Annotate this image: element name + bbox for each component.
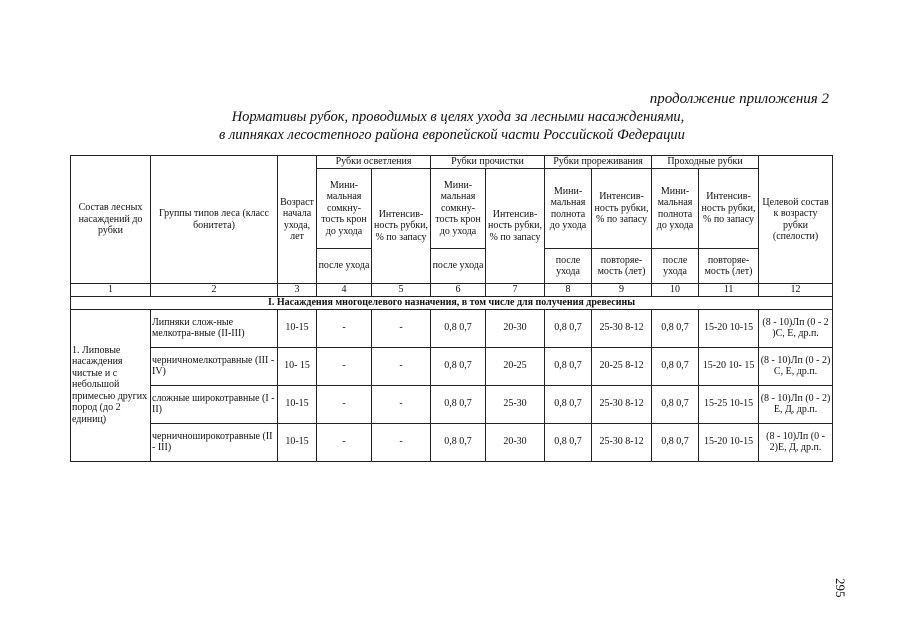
data-cell: 0,8 0,7 <box>652 385 699 423</box>
header-after-care: после ухода <box>431 249 486 284</box>
header-intensity: Интенсив-ность рубки, % по запасу <box>592 169 652 249</box>
header-min-crown: Мини-мальная сомкну-тость крон до ухода <box>317 169 372 249</box>
data-cell: 0,8 0,7 <box>431 423 486 461</box>
col-number: 11 <box>699 284 759 297</box>
data-cell: - <box>317 309 372 347</box>
header-intensity: Интенсив-ность рубки, % по запасу <box>486 169 545 284</box>
document-title-line-1: Нормативы рубок, проводимых в целях ухода за лесными насаждениями, <box>231 109 685 125</box>
data-cell: 0,8 0,7 <box>652 309 699 347</box>
data-cell: - <box>372 385 431 423</box>
data-cell: 25-30 8-12 <box>592 423 652 461</box>
data-cell: 25-30 8-12 <box>592 309 652 347</box>
data-cell: 0,8 0,7 <box>652 423 699 461</box>
header-target: Целевой состав к возрасту рубки (спелости) <box>759 156 833 284</box>
header-forest-groups: Группы типов леса (класс бонитета) <box>151 156 278 284</box>
col-number: 9 <box>592 284 652 297</box>
data-cell: 0,8 0,7 <box>652 347 699 385</box>
data-cell: 15-20 10- 15 <box>699 347 759 385</box>
data-cell: 15-20 10-15 <box>699 309 759 347</box>
data-cell: - <box>317 423 372 461</box>
data-cell: - <box>317 385 372 423</box>
header-intensity: Интенсив-ность рубки, % по запасу <box>372 169 431 284</box>
appendix-note: продолжение приложения 2 <box>649 91 829 107</box>
header-lightening: Рубки осветления <box>317 156 431 169</box>
target-cell: (8 - 10)Лп (0 - 2)Е, Д, др.п. <box>759 423 833 461</box>
col-number: 6 <box>431 284 486 297</box>
target-cell: (8 - 10)Лп (0 - 2) С, Е, др.п. <box>759 347 833 385</box>
header-thinning: Рубки прореживания <box>545 156 652 169</box>
document-title-line-2: в липняках лесостепного района европейской части Российской Федерации <box>219 127 685 143</box>
header-after-care: после ухода <box>317 249 372 284</box>
header-after-care: после ухода <box>545 249 592 284</box>
header-min-density: Мини-мальная полнота до ухода <box>545 169 592 249</box>
forest-group-cell: Липняки слож-ные мелкотра-вные (II-III) <box>151 309 278 347</box>
header-intensity: Интенсив-ность рубки, % по запасу <box>699 169 759 249</box>
norms-table <box>70 155 833 462</box>
header-min-crown: Мини-мальная сомкну-тость крон до ухода <box>431 169 486 249</box>
data-cell: - <box>317 347 372 385</box>
data-cell: 25-30 <box>486 385 545 423</box>
data-cell: - <box>372 309 431 347</box>
data-cell: 0,8 0,7 <box>545 385 592 423</box>
col-number: 10 <box>652 284 699 297</box>
age-cell: 10-15 <box>278 309 317 347</box>
header-age: Возраст начала ухода, лет <box>278 156 317 284</box>
col-number: 7 <box>486 284 545 297</box>
header-after-care: после ухода <box>652 249 699 284</box>
header-min-density: Мини-мальная полнота до ухода <box>652 169 699 249</box>
col-number: 12 <box>759 284 833 297</box>
data-cell: - <box>372 347 431 385</box>
col-number: 4 <box>317 284 372 297</box>
col-number: 2 <box>151 284 278 297</box>
data-cell: 0,8 0,7 <box>545 423 592 461</box>
forest-group-cell: черничноширокотравные (II - III) <box>151 423 278 461</box>
page-number: 295 <box>833 578 848 598</box>
data-cell: 20-30 <box>486 423 545 461</box>
target-cell: (8 - 10)Лп (0 - 2) Е, Д, др.п. <box>759 385 833 423</box>
col-number: 8 <box>545 284 592 297</box>
data-cell: 15-25 10-15 <box>699 385 759 423</box>
target-cell: (8 - 10)Лп (0 - 2 )С, Е, др.п. <box>759 309 833 347</box>
header-cleaning: Рубки прочистки <box>431 156 545 169</box>
age-cell: 10-15 <box>278 385 317 423</box>
forest-group-cell: черничномелкотравные (III - IV) <box>151 347 278 385</box>
section-title: I. Насаждения многоцелевого назначения, в том числе для получения древесины <box>71 296 833 309</box>
composition-cell: 1. Липовые насаждения чистые и с небольшой примесью других пород (до 2 единиц) <box>71 309 151 461</box>
data-cell: 0,8 0,7 <box>545 309 592 347</box>
header-passing: Проходные рубки <box>652 156 759 169</box>
age-cell: 10-15 <box>278 423 317 461</box>
data-cell: 20-30 <box>486 309 545 347</box>
col-number: 3 <box>278 284 317 297</box>
data-cell: - <box>372 423 431 461</box>
data-cell: 25-30 8-12 <box>592 385 652 423</box>
forest-group-cell: сложные широкотравные (I - II) <box>151 385 278 423</box>
data-cell: 20-25 8-12 <box>592 347 652 385</box>
header-repeat: повторяе-мость (лет) <box>592 249 652 284</box>
data-cell: 0,8 0,7 <box>431 347 486 385</box>
col-number: 1 <box>71 284 151 297</box>
header-composition: Состав лесных насаждений до рубки <box>71 156 151 284</box>
age-cell: 10- 15 <box>278 347 317 385</box>
col-number: 5 <box>372 284 431 297</box>
data-cell: 15-20 10-15 <box>699 423 759 461</box>
data-cell: 20-25 <box>486 347 545 385</box>
data-cell: 0,8 0,7 <box>431 385 486 423</box>
data-cell: 0,8 0,7 <box>545 347 592 385</box>
data-cell: 0,8 0,7 <box>431 309 486 347</box>
header-repeat: повторяе-мость (лет) <box>699 249 759 284</box>
